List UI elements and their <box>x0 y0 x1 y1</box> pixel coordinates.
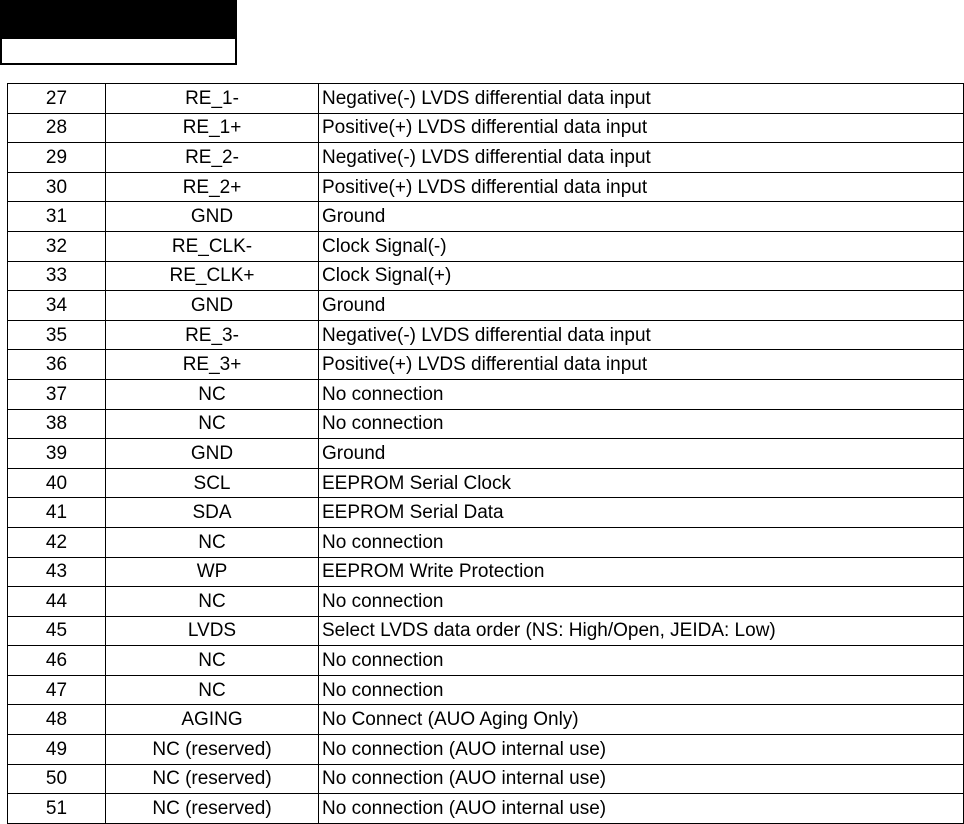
pin-description-cell: Select LVDS data order (NS: High/Open, JEIDA: Low) <box>319 616 964 646</box>
pin-name-cell: RE_1+ <box>106 113 319 143</box>
table-row <box>8 764 964 794</box>
pin-number-cell: 43 <box>8 557 106 587</box>
pin-table-body <box>8 84 964 824</box>
header-black-bar <box>0 0 237 39</box>
table-row <box>8 794 964 824</box>
table-row <box>8 498 964 528</box>
table-row <box>8 379 964 409</box>
pin-number-cell: 34 <box>8 291 106 321</box>
pin-number-cell: 31 <box>8 202 106 232</box>
pin-name-cell: NC <box>106 646 319 676</box>
pin-number-cell: 49 <box>8 735 106 765</box>
pin-number-cell: 50 <box>8 764 106 794</box>
table-row <box>8 409 964 439</box>
pin-number-cell: 28 <box>8 113 106 143</box>
pin-number-cell: 51 <box>8 794 106 824</box>
table-row <box>8 202 964 232</box>
table-row <box>8 231 964 261</box>
pin-description-cell: Positive(+) LVDS differential data input <box>319 113 964 143</box>
table-row <box>8 172 964 202</box>
pin-number-cell: 33 <box>8 261 106 291</box>
pin-description-cell: No connection <box>319 379 964 409</box>
table-row <box>8 557 964 587</box>
pin-description-cell: Positive(+) LVDS differential data input <box>319 172 964 202</box>
pin-name-cell: SDA <box>106 498 319 528</box>
pin-description-cell: No connection <box>319 409 964 439</box>
pin-name-cell: SCL <box>106 468 319 498</box>
pin-assignment-table <box>7 83 964 824</box>
table-row <box>8 705 964 735</box>
pin-number-cell: 29 <box>8 143 106 173</box>
pin-description-cell: No connection <box>319 527 964 557</box>
header-empty-box <box>0 39 237 65</box>
table-row <box>8 439 964 469</box>
pin-name-cell: AGING <box>106 705 319 735</box>
pin-description-cell: Ground <box>319 291 964 321</box>
pin-description-cell: Negative(-) LVDS differential data input <box>319 320 964 350</box>
table-row <box>8 675 964 705</box>
pin-number-cell: 47 <box>8 675 106 705</box>
pin-number-cell: 48 <box>8 705 106 735</box>
pin-description-cell: No connection (AUO internal use) <box>319 735 964 765</box>
table-row <box>8 261 964 291</box>
pin-description-cell: No Connect (AUO Aging Only) <box>319 705 964 735</box>
table-row <box>8 291 964 321</box>
pin-number-cell: 44 <box>8 587 106 617</box>
pin-name-cell: RE_3+ <box>106 350 319 380</box>
table-row <box>8 468 964 498</box>
table-row <box>8 527 964 557</box>
pin-name-cell: GND <box>106 202 319 232</box>
pin-name-cell: RE_2- <box>106 143 319 173</box>
pin-description-cell: No connection (AUO internal use) <box>319 794 964 824</box>
pin-name-cell: NC (reserved) <box>106 764 319 794</box>
table-row <box>8 350 964 380</box>
pin-name-cell: NC (reserved) <box>106 735 319 765</box>
pin-description-cell: Ground <box>319 202 964 232</box>
pin-number-cell: 41 <box>8 498 106 528</box>
pin-number-cell: 39 <box>8 439 106 469</box>
pin-number-cell: 45 <box>8 616 106 646</box>
table-row <box>8 320 964 350</box>
table-row <box>8 113 964 143</box>
pin-name-cell: RE_3- <box>106 320 319 350</box>
pin-description-cell: No connection <box>319 646 964 676</box>
table-row <box>8 735 964 765</box>
pin-name-cell: GND <box>106 291 319 321</box>
pin-description-cell: Negative(-) LVDS differential data input <box>319 84 964 114</box>
pin-number-cell: 46 <box>8 646 106 676</box>
table-row <box>8 587 964 617</box>
pin-number-cell: 36 <box>8 350 106 380</box>
pin-name-cell: RE_CLK- <box>106 231 319 261</box>
pin-description-cell: No connection (AUO internal use) <box>319 764 964 794</box>
pin-name-cell: NC (reserved) <box>106 794 319 824</box>
pin-number-cell: 35 <box>8 320 106 350</box>
pin-description-cell: No connection <box>319 587 964 617</box>
pin-name-cell: RE_1- <box>106 84 319 114</box>
pin-number-cell: 27 <box>8 84 106 114</box>
table-row <box>8 143 964 173</box>
table-row <box>8 84 964 114</box>
pin-name-cell: NC <box>106 587 319 617</box>
table-row <box>8 646 964 676</box>
pin-number-cell: 40 <box>8 468 106 498</box>
pin-name-cell: RE_2+ <box>106 172 319 202</box>
pin-name-cell: NC <box>106 675 319 705</box>
pin-name-cell: NC <box>106 379 319 409</box>
pin-description-cell: Negative(-) LVDS differential data input <box>319 143 964 173</box>
pin-description-cell: Positive(+) LVDS differential data input <box>319 350 964 380</box>
pin-name-cell: NC <box>106 527 319 557</box>
pin-name-cell: GND <box>106 439 319 469</box>
pin-description-cell: No connection <box>319 675 964 705</box>
pin-description-cell: EEPROM Serial Clock <box>319 468 964 498</box>
pin-number-cell: 38 <box>8 409 106 439</box>
pin-number-cell: 30 <box>8 172 106 202</box>
pin-number-cell: 42 <box>8 527 106 557</box>
pin-description-cell: Ground <box>319 439 964 469</box>
table-row <box>8 616 964 646</box>
pin-description-cell: Clock Signal(-) <box>319 231 964 261</box>
pin-description-cell: EEPROM Serial Data <box>319 498 964 528</box>
pin-number-cell: 32 <box>8 231 106 261</box>
pin-name-cell: RE_CLK+ <box>106 261 319 291</box>
pin-number-cell: 37 <box>8 379 106 409</box>
pin-name-cell: WP <box>106 557 319 587</box>
pin-description-cell: EEPROM Write Protection <box>319 557 964 587</box>
pin-name-cell: NC <box>106 409 319 439</box>
pin-name-cell: LVDS <box>106 616 319 646</box>
pin-description-cell: Clock Signal(+) <box>319 261 964 291</box>
